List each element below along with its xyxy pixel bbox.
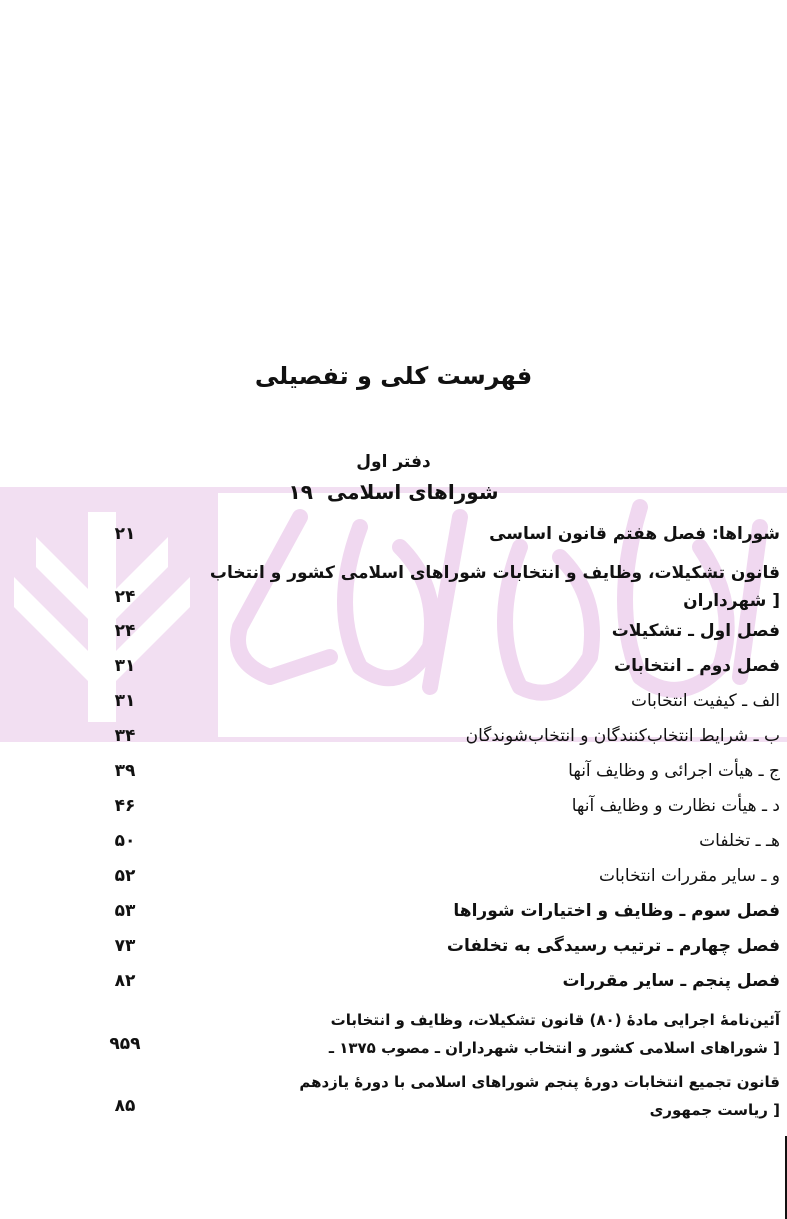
toc-entry-title: فصل چهارم ـ ترتیب رسیدگی به تخلفات (446, 936, 780, 956)
toc-entry[interactable] (100, 652, 780, 687)
toc-entry-title: هـ ـ تخلفات (699, 831, 780, 851)
toc-entry-title: قانون تشکیلات، وظایف و انتخابات شوراهای اسلامی کشور و انتخاب (209, 563, 780, 583)
toc-entry-page: ۳۱ (114, 691, 136, 711)
toc-entry-title: الف ـ کیفیت انتخابات (631, 691, 780, 711)
toc-entry-title: فصل اول ـ تشکیلات (611, 621, 780, 641)
toc-entry[interactable] (100, 1002, 780, 1064)
toc-entry-title: آئین‌نامهٔ اجرایی مادهٔ (۸۰) قانون تشکیلات، وظایف و انتخابات (330, 1011, 780, 1029)
page-title: فهرست کلی و تفصیلی (254, 362, 533, 390)
toc-entry-page: ۲۴ (114, 587, 136, 607)
toc-entry-title-line2: [ شوراهای اسلامی کشور و انتخاب شهرداران ـ مصوب ۱۳۷۵ ـ (328, 1039, 780, 1057)
toc-entry-page: ۴۶ (114, 796, 136, 816)
toc-entry-page: ۸۵ (114, 1096, 136, 1116)
toc-entry-title-line2: [ ریاست جمهوری (649, 1101, 780, 1119)
toc-entry-page: ۲۴ (114, 621, 136, 641)
toc-entry[interactable] (100, 757, 780, 792)
toc-entry-title: د ـ هیأت نظارت و وظایف آنها (571, 796, 780, 816)
toc-entry-page: ۵۳ (114, 901, 136, 921)
toc-entry-page: ۵۲ (114, 866, 136, 886)
toc-entry[interactable] (100, 617, 780, 652)
toc-entry-title: فصل دوم ـ انتخابات (613, 656, 780, 676)
toc-entry-page: ۷۳ (114, 936, 136, 956)
toc-entry[interactable] (100, 862, 780, 897)
toc-entry[interactable] (100, 687, 780, 722)
toc-entry-title: ج ـ هیأت اجرائی و وظایف آنها (568, 761, 780, 781)
toc-entry[interactable] (100, 897, 780, 932)
table-of-contents (100, 520, 780, 1126)
toc-entry[interactable] (100, 722, 780, 757)
toc-entry-page: ۹۵۹ (109, 1034, 141, 1054)
toc-entry[interactable] (100, 520, 780, 555)
toc-entry-page: ۸۲ (114, 971, 136, 991)
toc-entry-title-line2: [ شهرداران (683, 591, 780, 611)
toc-entry[interactable] (100, 932, 780, 967)
toc-entry-title: قانون تجمیع انتخابات دورهٔ پنجم شوراهای اسلامی با دورهٔ یازدهم (299, 1073, 780, 1091)
toc-entry-title: ب ـ شرایط انتخاب‌کنندگان و انتخاب‌شوندگان (465, 726, 780, 746)
toc-entry-title: شوراها: فصل هفتم قانون اساسی (489, 524, 780, 544)
toc-entry-title: فصل پنجم ـ سایر مقررات (562, 971, 780, 991)
toc-entry-page: ۳۱ (114, 656, 136, 676)
toc-entry[interactable] (100, 967, 780, 1002)
toc-entry[interactable] (100, 792, 780, 827)
toc-entry[interactable] (100, 827, 780, 862)
book-subtitle-page: ۱۹ (288, 480, 313, 504)
toc-entry[interactable] (100, 1064, 780, 1126)
book-heading: دفتر اول (356, 452, 431, 472)
book-subtitle (0, 480, 787, 504)
toc-entry-page: ۲۱ (114, 524, 136, 544)
toc-entry-title: و ـ سایر مقررات انتخابات (598, 866, 780, 886)
toc-entry-title: فصل سوم ـ وظایف و اختیارات شوراها (453, 901, 780, 921)
toc-entry-page: ۳۹ (114, 761, 136, 781)
toc-entry-page: ۳۴ (114, 726, 136, 746)
toc-entry-page: ۵۰ (114, 831, 136, 851)
toc-entry[interactable] (100, 555, 780, 617)
book-subtitle-text: شوراهای اسلامی (326, 480, 499, 504)
